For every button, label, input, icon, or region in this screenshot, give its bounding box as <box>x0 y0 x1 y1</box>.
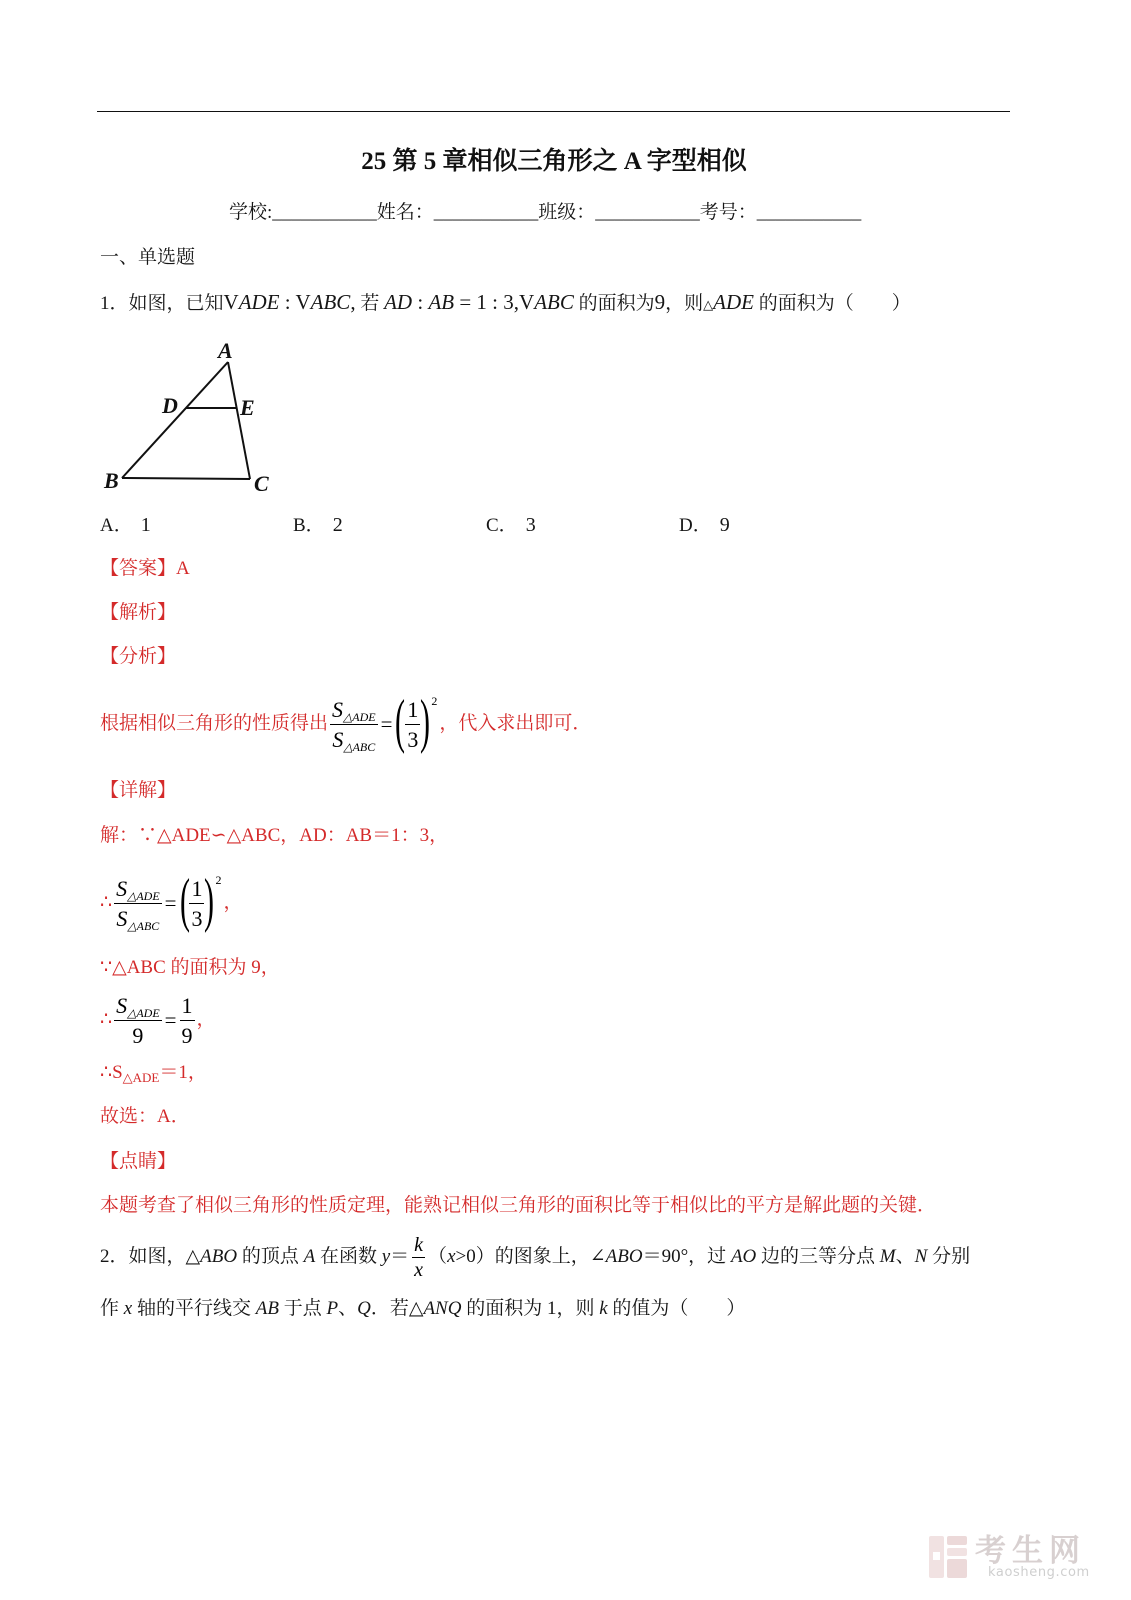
q2-text-segment: A <box>303 1246 316 1267</box>
ratio-numerator <box>330 696 378 725</box>
therefore-symbol: ∴ <box>100 892 113 913</box>
side-bc <box>122 478 250 479</box>
q2-text-segment: ABO <box>200 1246 238 1267</box>
vertex-label-a: A <box>218 338 233 363</box>
area-symbol: S <box>116 993 128 1019</box>
area-equation-formula <box>114 992 194 1049</box>
q2-text-segment: ABO <box>605 1246 643 1267</box>
solution-step-1: 解：∵△ADE∽△ABC，AD：AB＝1：3， <box>100 825 449 846</box>
option-value: 2 <box>332 514 343 536</box>
q1-stem-segment: V <box>295 290 311 314</box>
q1-stem-segment: 的面积为（ ） <box>753 293 911 314</box>
q1-stem-segment: ，则 <box>665 293 704 314</box>
fenxi-text-before: 根据相似三角形的性质得出 <box>100 713 329 734</box>
fraction-denominator: 9 <box>181 1023 193 1049</box>
step5-subscript: △ADE <box>122 1070 160 1085</box>
ratio-sub-denominator: △ABC <box>343 740 376 755</box>
answer-label: 【答案】 <box>100 558 177 579</box>
q2-text-segment: AO <box>730 1246 757 1267</box>
xiangjie-label: 【详解】 <box>100 780 177 801</box>
fenxi-label: 【分析】 <box>100 646 177 667</box>
one-ninth-fraction <box>180 992 195 1049</box>
side-ab <box>122 362 228 478</box>
area-symbol: S <box>116 876 128 902</box>
ratio-fraction <box>330 696 378 753</box>
one-third-fraction <box>189 875 204 932</box>
exponent: 2 <box>431 693 438 708</box>
ratio-sub-denominator: △ABC <box>127 919 160 934</box>
solution-step-4 <box>100 990 216 1050</box>
fraction-denominator: x <box>414 1259 424 1282</box>
option-letter: B． <box>293 515 325 536</box>
q1-stem-segment: V <box>223 290 239 314</box>
area-symbol: S <box>332 727 344 753</box>
area-numerator <box>114 992 162 1021</box>
ratio-sub-numerator: △ADE <box>343 710 376 725</box>
q1-stem-segment: 1．如图，已知 <box>100 293 224 314</box>
fenxi-text-after: ，代入求出即可． <box>439 713 592 734</box>
area-sub: △ADE <box>127 1006 160 1021</box>
comma: ， <box>196 1009 216 1030</box>
q2-text-segment: 的面积为 1，则 <box>461 1298 600 1319</box>
option-value: 1 <box>140 514 151 536</box>
question-1-options <box>100 505 872 545</box>
kaosheng-logo-icon <box>927 1534 969 1580</box>
solution-step-2 <box>100 868 242 938</box>
question-1-stem <box>100 282 911 322</box>
area-ratio-formula <box>114 866 222 934</box>
q1-stem-segment: ABC <box>534 290 574 314</box>
q2-text-segment: 作 <box>100 1298 124 1319</box>
fraction-numerator: 1 <box>180 992 195 1021</box>
option-letter: D． <box>679 515 712 536</box>
one-third-fraction <box>405 696 420 753</box>
fraction-numerator: 1 <box>189 875 204 904</box>
vertex-label-d: D <box>162 393 178 418</box>
q1-stem-segment: 若 <box>355 293 385 314</box>
q2-text-segment: P <box>326 1298 339 1319</box>
ratio-fraction <box>114 875 162 932</box>
q1-stem-segment: ABC <box>310 290 351 314</box>
option-value: 9 <box>719 514 730 536</box>
q2-text-segment: M <box>879 1246 896 1267</box>
q2-text-segment: 、 <box>895 1246 915 1267</box>
answer-line <box>100 549 190 589</box>
solution-step-5 <box>100 1053 207 1093</box>
q1-stem-segment: : <box>412 290 429 314</box>
watermark-brand: 考生网 <box>975 1533 1086 1568</box>
step5-prefix: ∴S <box>100 1062 123 1083</box>
q2-text-segment: 、 <box>338 1298 358 1319</box>
fraction-denominator: 3 <box>407 727 419 753</box>
question-2-line-1 <box>100 1222 970 1292</box>
q1-stem-segment: ADE <box>238 290 280 314</box>
q1-stem-segment: , <box>350 290 356 314</box>
exponent: 2 <box>215 872 222 887</box>
area-fraction <box>114 992 162 1049</box>
q2-text-segment: 2．如图，△ <box>100 1246 201 1267</box>
ratio-numerator <box>114 875 162 904</box>
option-c <box>486 505 679 546</box>
header-rule <box>97 111 1010 112</box>
ratio-denominator <box>330 725 377 753</box>
vertex-label-c: C <box>254 471 269 496</box>
q1-stem-segment: : <box>279 290 296 314</box>
area-denominator: 9 <box>132 1023 144 1049</box>
q2-text-segment: y <box>381 1246 391 1267</box>
side-ac <box>228 362 250 479</box>
step5-suffix: ＝1， <box>159 1062 207 1083</box>
q1-stem-segment: AD <box>384 290 413 314</box>
option-letter: C． <box>486 515 518 536</box>
q2-text-segment: 的值为（ ） <box>607 1298 746 1319</box>
q2-text-segment: x <box>447 1246 456 1267</box>
option-value: 3 <box>525 514 536 536</box>
answer-value: A <box>176 558 190 579</box>
q1-stem-segment: 9 <box>654 290 666 314</box>
question-2-line-2 <box>100 1289 745 1329</box>
option-d <box>679 505 872 546</box>
watermark-url: kaosheng.com <box>988 1565 1090 1580</box>
q2-text-segment: x <box>123 1298 133 1319</box>
q2-text-segment: 于点 <box>278 1298 327 1319</box>
page-title: 25 第 5 章相似三角形之 A 字型相似 <box>361 148 747 175</box>
q2-text-segment: k <box>599 1298 608 1319</box>
equals-sign: = <box>380 712 393 737</box>
area-ratio-formula <box>330 687 438 755</box>
right-paren: ) <box>204 866 215 933</box>
equals-sign: = <box>164 891 177 916</box>
q2-text-segment: 轴的平行线交 <box>132 1298 256 1319</box>
solution-conclusion: 故选：A． <box>100 1106 190 1127</box>
area-symbol: S <box>116 906 128 932</box>
left-paren: ( <box>395 687 406 754</box>
q1-stem-segment: V <box>519 290 535 314</box>
q2-text-segment: N <box>914 1246 928 1267</box>
right-paren: ) <box>420 687 431 754</box>
q2-text-segment: 边的三等分点 <box>756 1246 880 1267</box>
q2-text-segment: ＝90°，过 <box>642 1246 731 1267</box>
student-info-line: 学校:___________姓名：___________班级：___________考号：___________ <box>229 202 862 223</box>
fraction-numerator: 1 <box>405 696 420 725</box>
q2-text-segment: AB <box>255 1298 279 1319</box>
q2-text-segment: 分别 <box>927 1246 971 1267</box>
therefore-symbol: ∴ <box>100 1009 113 1030</box>
q2-text-segment: （ <box>428 1246 448 1267</box>
ratio-denominator <box>114 904 161 932</box>
q1-stem-segment: AB <box>428 290 455 314</box>
solution-step-3: ∵△ABC 的面积为 9， <box>100 957 280 978</box>
fraction-denominator: 3 <box>191 906 203 932</box>
option-letter: A． <box>100 515 133 536</box>
k-over-x-formula <box>412 1234 425 1281</box>
section-title: 一、单选题 <box>100 247 196 268</box>
q2-text-segment: ．若△ <box>370 1298 424 1319</box>
q2-text-segment: 在函数 <box>315 1246 382 1267</box>
comma: ， <box>223 892 243 913</box>
area-symbol: S <box>332 697 344 723</box>
q2-text-segment: Q <box>357 1298 371 1319</box>
ratio-sub-numerator: △ADE <box>127 889 160 904</box>
fenxi-text-line <box>100 689 591 759</box>
option-b <box>293 505 486 546</box>
q1-stem-segment: △ <box>703 297 714 312</box>
k-over-x-fraction <box>412 1234 425 1281</box>
vertex-label-e: E <box>240 395 255 420</box>
analysis-label: 【解析】 <box>100 602 177 623</box>
triangle-figure <box>100 335 280 500</box>
dianjing-text: 本题考查了相似三角形的性质定理，能熟记相似三角形的面积比等于相似比的平方是解此题的关键． <box>100 1195 937 1216</box>
equals-sign: = <box>164 1008 177 1033</box>
q2-text-segment: 的顶点 <box>237 1246 304 1267</box>
dianjing-label: 【点睛】 <box>100 1151 177 1172</box>
q1-stem-segment: ADE <box>713 290 754 314</box>
q2-text-segment: ＝ <box>390 1246 410 1267</box>
q2-text-segment: >0）的图象上，∠ <box>455 1246 606 1267</box>
option-a <box>100 505 293 546</box>
q1-stem-segment: = 1 : 3, <box>454 290 520 314</box>
fraction-numerator: k <box>414 1234 424 1257</box>
left-paren: ( <box>179 866 190 933</box>
vertex-label-b: B <box>104 468 119 493</box>
q2-text-segment: ANQ <box>423 1298 462 1319</box>
q1-stem-segment: 的面积为 <box>573 293 655 314</box>
